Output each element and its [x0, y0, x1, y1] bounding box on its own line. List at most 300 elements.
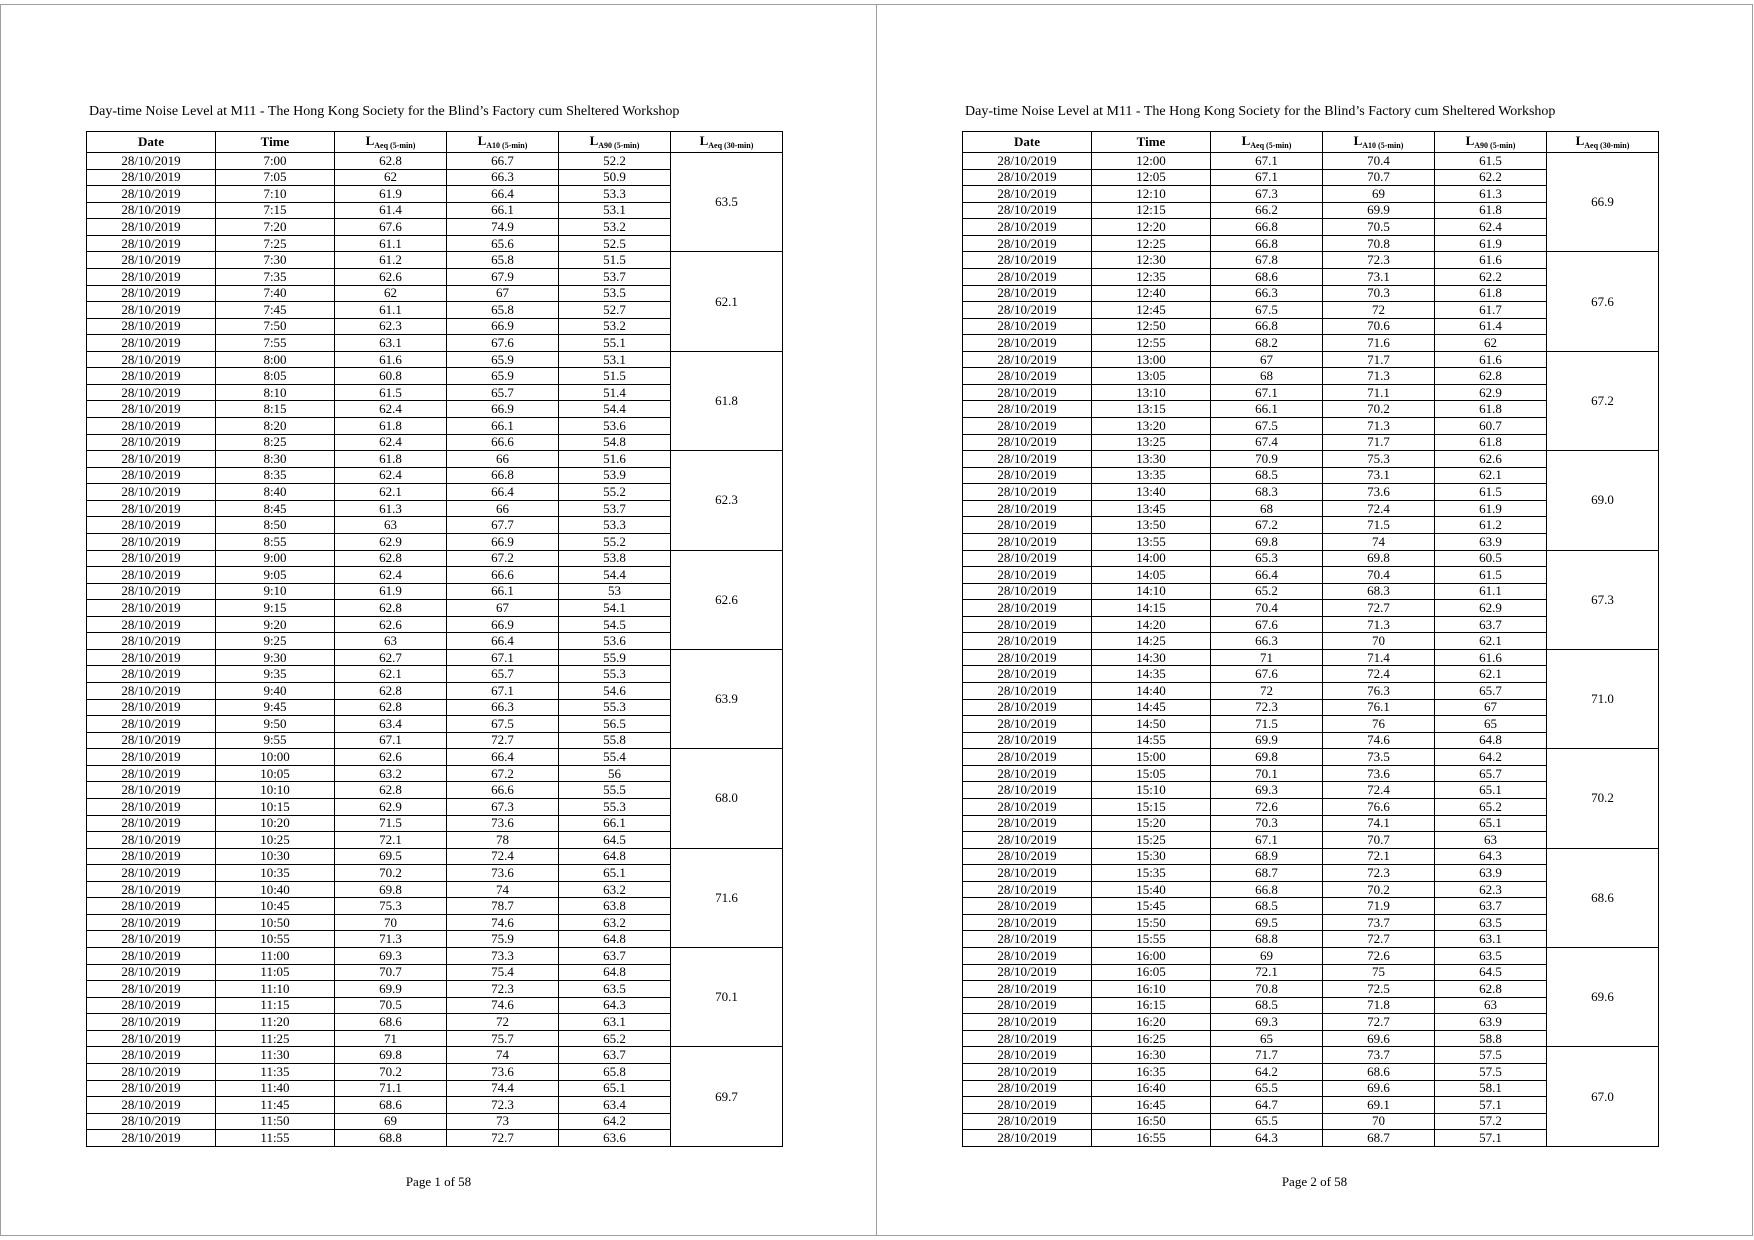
time-cell: 14:30: [1092, 649, 1211, 666]
date-cell: 28/10/2019: [87, 1113, 216, 1130]
la10-5min-cell: 70.4: [1323, 567, 1435, 584]
date-cell: 28/10/2019: [963, 318, 1092, 335]
date-cell: 28/10/2019: [87, 914, 216, 931]
date-cell: 28/10/2019: [87, 318, 216, 335]
laeq-5min-cell: 64.3: [1211, 1130, 1323, 1147]
laeq-5min-cell: 62.4: [335, 401, 447, 418]
time-cell: 13:05: [1092, 368, 1211, 385]
time-cell: 9:05: [216, 567, 335, 584]
date-cell: 28/10/2019: [87, 567, 216, 584]
time-cell: 16:25: [1092, 1030, 1211, 1047]
laeq-5min-cell: 69.9: [1211, 732, 1323, 749]
time-cell: 7:30: [216, 252, 335, 269]
laeq-5min-cell: 68: [1211, 500, 1323, 517]
time-cell: 15:10: [1092, 782, 1211, 799]
noise-level-table: [86, 131, 783, 1147]
header-laeq-30min-symbol: L: [699, 133, 709, 148]
laeq-5min-cell: 62.3: [335, 318, 447, 335]
laeq-5min-cell: 62.1: [335, 666, 447, 683]
la90-5min-cell: 62.9: [1435, 600, 1547, 617]
la90-5min-cell: 63: [1435, 997, 1547, 1014]
la90-5min-cell: 61.6: [1435, 649, 1547, 666]
date-cell: 28/10/2019: [87, 401, 216, 418]
la90-5min-cell: 64.5: [559, 832, 671, 849]
laeq-30min-cell: 67.6: [1547, 252, 1659, 351]
time-cell: 8:00: [216, 351, 335, 368]
date-cell: 28/10/2019: [87, 219, 216, 236]
la10-5min-cell: 72.1: [1323, 848, 1435, 865]
laeq-5min-cell: 69.8: [1211, 749, 1323, 766]
la90-5min-cell: 62.9: [1435, 384, 1547, 401]
time-cell: 7:40: [216, 285, 335, 302]
la90-5min-cell: 63.7: [559, 1047, 671, 1064]
la90-5min-cell: 61.1: [1435, 583, 1547, 600]
laeq-5min-cell: 66.3: [1211, 285, 1323, 302]
la10-5min-cell: 71.3: [1323, 418, 1435, 435]
table-row: [87, 1047, 783, 1064]
laeq-5min-cell: 62.8: [335, 153, 447, 170]
laeq-30min-cell: 66.9: [1547, 153, 1659, 252]
la10-5min-cell: 71.5: [1323, 517, 1435, 534]
la90-5min-cell: 57.1: [1435, 1097, 1547, 1114]
la90-5min-cell: 56: [559, 765, 671, 782]
table-body: [87, 153, 783, 1147]
la90-5min-cell: 54.4: [559, 401, 671, 418]
laeq-5min-cell: 62.4: [335, 434, 447, 451]
date-cell: 28/10/2019: [87, 848, 216, 865]
la90-5min-cell: 63.9: [1435, 533, 1547, 550]
la10-5min-cell: 72.4: [1323, 500, 1435, 517]
table-row: [87, 948, 783, 965]
header-laeq-30min-symbol: L: [1575, 133, 1585, 148]
time-cell: 13:20: [1092, 418, 1211, 435]
date-cell: 28/10/2019: [963, 451, 1092, 468]
date-cell: 28/10/2019: [963, 765, 1092, 782]
time-cell: 15:15: [1092, 798, 1211, 815]
la90-5min-cell: 64.3: [559, 997, 671, 1014]
date-cell: 28/10/2019: [87, 252, 216, 269]
time-cell: 14:15: [1092, 600, 1211, 617]
la10-5min-cell: 69.9: [1323, 202, 1435, 219]
la10-5min-cell: 66: [447, 451, 559, 468]
date-cell: 28/10/2019: [963, 981, 1092, 998]
time-cell: 9:25: [216, 633, 335, 650]
la10-5min-cell: 67.3: [447, 798, 559, 815]
laeq-5min-cell: 66.8: [1211, 219, 1323, 236]
la90-5min-cell: 64.8: [559, 964, 671, 981]
date-cell: 28/10/2019: [87, 1130, 216, 1147]
laeq-5min-cell: 65.5: [1211, 1113, 1323, 1130]
laeq-5min-cell: 66.8: [1211, 235, 1323, 252]
laeq-5min-cell: 65.5: [1211, 1080, 1323, 1097]
time-cell: 14:45: [1092, 699, 1211, 716]
time-cell: 12:25: [1092, 235, 1211, 252]
la90-5min-cell: 65.1: [1435, 782, 1547, 799]
la90-5min-cell: 63.5: [1435, 948, 1547, 965]
date-cell: 28/10/2019: [87, 649, 216, 666]
laeq-5min-cell: 62.8: [335, 782, 447, 799]
la10-5min-cell: 70: [1323, 1113, 1435, 1130]
laeq-5min-cell: 69.3: [1211, 1014, 1323, 1031]
laeq-5min-cell: 68.3: [1211, 484, 1323, 501]
laeq-30min-cell: 69.0: [1547, 451, 1659, 550]
noise-level-table: [962, 131, 1659, 1147]
la10-5min-cell: 66.6: [447, 782, 559, 799]
la90-5min-cell: 61.3: [1435, 186, 1547, 203]
header-la10-5min-symbol: L: [477, 133, 487, 148]
time-cell: 11:20: [216, 1014, 335, 1031]
la10-5min-cell: 71.3: [1323, 616, 1435, 633]
time-cell: 12:20: [1092, 219, 1211, 236]
laeq-5min-cell: 69.3: [335, 948, 447, 965]
la10-5min-cell: 67.7: [447, 517, 559, 534]
date-cell: 28/10/2019: [87, 1097, 216, 1114]
la90-5min-cell: 61.4: [1435, 318, 1547, 335]
la90-5min-cell: 55.9: [559, 649, 671, 666]
date-cell: 28/10/2019: [963, 798, 1092, 815]
time-cell: 11:15: [216, 997, 335, 1014]
date-cell: 28/10/2019: [963, 202, 1092, 219]
date-cell: 28/10/2019: [87, 964, 216, 981]
laeq-5min-cell: 68.2: [1211, 335, 1323, 352]
date-cell: 28/10/2019: [963, 1080, 1092, 1097]
table-row: [87, 451, 783, 468]
laeq-5min-cell: 68: [1211, 368, 1323, 385]
header-laeq-30min-subscript: Aeq (30-min): [708, 141, 754, 150]
date-cell: 28/10/2019: [87, 749, 216, 766]
time-cell: 13:35: [1092, 467, 1211, 484]
la10-5min-cell: 66.7: [447, 153, 559, 170]
la90-5min-cell: 67: [1435, 699, 1547, 716]
la90-5min-cell: 63.2: [559, 914, 671, 931]
laeq-5min-cell: 65: [1211, 1030, 1323, 1047]
laeq-5min-cell: 68.6: [335, 1014, 447, 1031]
date-cell: 28/10/2019: [87, 600, 216, 617]
header-la90-5min: [1435, 132, 1547, 153]
la90-5min-cell: 52.2: [559, 153, 671, 170]
date-cell: 28/10/2019: [963, 931, 1092, 948]
laeq-30min-cell: 71.6: [671, 848, 783, 947]
la10-5min-cell: 65.8: [447, 252, 559, 269]
la90-5min-cell: 63.6: [559, 1130, 671, 1147]
date-cell: 28/10/2019: [87, 1014, 216, 1031]
time-cell: 14:20: [1092, 616, 1211, 633]
time-cell: 14:10: [1092, 583, 1211, 600]
table-header-row: [87, 132, 783, 153]
time-cell: 12:15: [1092, 202, 1211, 219]
date-cell: 28/10/2019: [963, 683, 1092, 700]
date-cell: 28/10/2019: [963, 699, 1092, 716]
la10-5min-cell: 68.7: [1323, 1130, 1435, 1147]
time-cell: 16:05: [1092, 964, 1211, 981]
date-cell: 28/10/2019: [87, 583, 216, 600]
la90-5min-cell: 65.2: [559, 1030, 671, 1047]
time-cell: 9:40: [216, 683, 335, 700]
la10-5min-cell: 68.6: [1323, 1063, 1435, 1080]
la90-5min-cell: 61.2: [1435, 517, 1547, 534]
laeq-5min-cell: 70.8: [1211, 981, 1323, 998]
laeq-5min-cell: 62: [335, 285, 447, 302]
time-cell: 14:50: [1092, 716, 1211, 733]
laeq-5min-cell: 68.8: [1211, 931, 1323, 948]
la10-5min-cell: 70.7: [1323, 169, 1435, 186]
la10-5min-cell: 66.4: [447, 186, 559, 203]
la90-5min-cell: 53.8: [559, 550, 671, 567]
laeq-5min-cell: 61.2: [335, 252, 447, 269]
date-cell: 28/10/2019: [87, 467, 216, 484]
date-cell: 28/10/2019: [963, 616, 1092, 633]
page-number: Page 2 of 58: [1281, 1174, 1348, 1189]
la90-5min-cell: 62.8: [1435, 981, 1547, 998]
header-laeq-5min-subscript: Aeq (5-min): [374, 141, 416, 150]
la90-5min-cell: 53.2: [559, 219, 671, 236]
la90-5min-cell: 55.2: [559, 484, 671, 501]
la10-5min-cell: 70.7: [1323, 832, 1435, 849]
laeq-5min-cell: 75.3: [335, 898, 447, 915]
time-cell: 10:55: [216, 931, 335, 948]
la10-5min-cell: 70.2: [1323, 881, 1435, 898]
la90-5min-cell: 53.9: [559, 467, 671, 484]
laeq-5min-cell: 66.3: [1211, 633, 1323, 650]
laeq-5min-cell: 71.1: [335, 1080, 447, 1097]
laeq-5min-cell: 62: [335, 169, 447, 186]
laeq-5min-cell: 63.2: [335, 765, 447, 782]
laeq-5min-cell: 67.1: [1211, 832, 1323, 849]
time-cell: 14:40: [1092, 683, 1211, 700]
time-cell: 11:45: [216, 1097, 335, 1114]
la90-5min-cell: 63: [1435, 832, 1547, 849]
time-cell: 13:00: [1092, 351, 1211, 368]
la10-5min-cell: 67: [447, 285, 559, 302]
time-cell: 10:05: [216, 765, 335, 782]
date-cell: 28/10/2019: [87, 500, 216, 517]
laeq-5min-cell: 67.4: [1211, 434, 1323, 451]
time-cell: 8:55: [216, 533, 335, 550]
time-cell: 8:45: [216, 500, 335, 517]
time-cell: 12:55: [1092, 335, 1211, 352]
laeq-5min-cell: 65.2: [1211, 583, 1323, 600]
time-cell: 7:20: [216, 219, 335, 236]
time-cell: 7:55: [216, 335, 335, 352]
la10-5min-cell: 74.1: [1323, 815, 1435, 832]
laeq-30min-cell: 67.2: [1547, 351, 1659, 450]
la90-5min-cell: 61.5: [1435, 484, 1547, 501]
time-cell: 10:20: [216, 815, 335, 832]
time-cell: 12:50: [1092, 318, 1211, 335]
time-cell: 10:35: [216, 865, 335, 882]
la90-5min-cell: 65.1: [559, 865, 671, 882]
time-cell: 13:50: [1092, 517, 1211, 534]
table-row: [963, 948, 1659, 965]
la90-5min-cell: 53: [559, 583, 671, 600]
la90-5min-cell: 51.5: [559, 368, 671, 385]
date-cell: 28/10/2019: [963, 881, 1092, 898]
laeq-5min-cell: 68.5: [1211, 467, 1323, 484]
table-row: [963, 153, 1659, 170]
la10-5min-cell: 65.7: [447, 384, 559, 401]
time-cell: 8:35: [216, 467, 335, 484]
time-cell: 16:45: [1092, 1097, 1211, 1114]
la10-5min-cell: 72.6: [1323, 948, 1435, 965]
la10-5min-cell: 70.6: [1323, 318, 1435, 335]
header-date: Date: [963, 132, 1092, 153]
time-cell: 11:00: [216, 948, 335, 965]
la10-5min-cell: 75.3: [1323, 451, 1435, 468]
la90-5min-cell: 62.2: [1435, 268, 1547, 285]
table-row: [963, 550, 1659, 567]
laeq-5min-cell: 62.4: [335, 467, 447, 484]
time-cell: 13:15: [1092, 401, 1211, 418]
date-cell: 28/10/2019: [963, 898, 1092, 915]
la90-5min-cell: 63.9: [1435, 865, 1547, 882]
laeq-5min-cell: 70.5: [335, 997, 447, 1014]
laeq-5min-cell: 62.6: [335, 268, 447, 285]
time-cell: 8:20: [216, 418, 335, 435]
date-cell: 28/10/2019: [87, 666, 216, 683]
date-cell: 28/10/2019: [963, 219, 1092, 236]
time-cell: 15:25: [1092, 832, 1211, 849]
date-cell: 28/10/2019: [963, 401, 1092, 418]
la90-5min-cell: 54.5: [559, 616, 671, 633]
la90-5min-cell: 53.7: [559, 500, 671, 517]
time-cell: 7:10: [216, 186, 335, 203]
laeq-5min-cell: 72: [1211, 683, 1323, 700]
table-row: [87, 649, 783, 666]
time-cell: 11:30: [216, 1047, 335, 1064]
header-la10-5min: [447, 132, 559, 153]
la10-5min-cell: 72.7: [447, 1130, 559, 1147]
page-title: Day-time Noise Level at M11 - The Hong Kong Society for the Blind’s Factory cum Sheltered Workshop: [89, 104, 680, 119]
la10-5min-cell: 74.6: [447, 997, 559, 1014]
la10-5min-cell: 73: [447, 1113, 559, 1130]
date-cell: 28/10/2019: [963, 964, 1092, 981]
header-time: Time: [216, 132, 335, 153]
date-cell: 28/10/2019: [963, 235, 1092, 252]
date-cell: 28/10/2019: [963, 865, 1092, 882]
la10-5min-cell: 73.5: [1323, 749, 1435, 766]
laeq-5min-cell: 69.5: [1211, 914, 1323, 931]
time-cell: 7:50: [216, 318, 335, 335]
document-page-1: [0, 4, 877, 1236]
laeq-5min-cell: 67.5: [1211, 418, 1323, 435]
date-cell: 28/10/2019: [87, 898, 216, 915]
date-cell: 28/10/2019: [87, 368, 216, 385]
la10-5min-cell: 74.4: [447, 1080, 559, 1097]
la90-5min-cell: 61.5: [1435, 567, 1547, 584]
date-cell: 28/10/2019: [963, 533, 1092, 550]
date-cell: 28/10/2019: [87, 451, 216, 468]
date-cell: 28/10/2019: [963, 1130, 1092, 1147]
la10-5min-cell: 76.6: [1323, 798, 1435, 815]
laeq-5min-cell: 68.7: [1211, 865, 1323, 882]
la90-5min-cell: 65.2: [1435, 798, 1547, 815]
laeq-5min-cell: 62.7: [335, 649, 447, 666]
la10-5min-cell: 73.7: [1323, 1047, 1435, 1064]
date-cell: 28/10/2019: [87, 302, 216, 319]
laeq-30min-cell: 69.6: [1547, 948, 1659, 1047]
la90-5min-cell: 62.4: [1435, 219, 1547, 236]
time-cell: 7:35: [216, 268, 335, 285]
laeq-30min-cell: 70.2: [1547, 749, 1659, 848]
time-cell: 13:25: [1092, 434, 1211, 451]
la10-5min-cell: 73.6: [1323, 484, 1435, 501]
laeq-5min-cell: 66.2: [1211, 202, 1323, 219]
laeq-5min-cell: 67.1: [1211, 384, 1323, 401]
date-cell: 28/10/2019: [87, 1030, 216, 1047]
laeq-5min-cell: 61.9: [335, 583, 447, 600]
la90-5min-cell: 64.5: [1435, 964, 1547, 981]
laeq-5min-cell: 67.3: [1211, 186, 1323, 203]
laeq-5min-cell: 72.1: [335, 832, 447, 849]
la90-5min-cell: 63.7: [1435, 616, 1547, 633]
la10-5min-cell: 76.3: [1323, 683, 1435, 700]
laeq-5min-cell: 70.7: [335, 964, 447, 981]
la90-5min-cell: 64.2: [1435, 749, 1547, 766]
laeq-5min-cell: 61.3: [335, 500, 447, 517]
laeq-5min-cell: 61.8: [335, 418, 447, 435]
la10-5min-cell: 65.9: [447, 351, 559, 368]
la10-5min-cell: 72.7: [1323, 931, 1435, 948]
laeq-5min-cell: 61.1: [335, 235, 447, 252]
la90-5min-cell: 61.8: [1435, 434, 1547, 451]
la10-5min-cell: 72.3: [447, 1097, 559, 1114]
laeq-30min-cell: 67.3: [1547, 550, 1659, 649]
laeq-5min-cell: 71.7: [1211, 1047, 1323, 1064]
time-cell: 10:45: [216, 898, 335, 915]
la10-5min-cell: 72: [447, 1014, 559, 1031]
time-cell: 11:35: [216, 1063, 335, 1080]
time-cell: 11:05: [216, 964, 335, 981]
header-la90-5min-subscript: A90 (5-min): [1474, 141, 1516, 150]
la90-5min-cell: 53.3: [559, 186, 671, 203]
time-cell: 12:05: [1092, 169, 1211, 186]
laeq-5min-cell: 71.3: [335, 931, 447, 948]
la10-5min-cell: 73.7: [1323, 914, 1435, 931]
la90-5min-cell: 63.5: [1435, 914, 1547, 931]
table-row: [87, 351, 783, 368]
laeq-5min-cell: 61.4: [335, 202, 447, 219]
time-cell: 8:05: [216, 368, 335, 385]
date-cell: 28/10/2019: [963, 997, 1092, 1014]
time-cell: 13:30: [1092, 451, 1211, 468]
laeq-5min-cell: 67.6: [335, 219, 447, 236]
date-cell: 28/10/2019: [87, 798, 216, 815]
la90-5min-cell: 65.1: [1435, 815, 1547, 832]
laeq-5min-cell: 67.1: [1211, 169, 1323, 186]
la10-5min-cell: 74.9: [447, 219, 559, 236]
time-cell: 15:35: [1092, 865, 1211, 882]
la90-5min-cell: 55.5: [559, 782, 671, 799]
laeq-5min-cell: 67.1: [335, 732, 447, 749]
la90-5min-cell: 57.5: [1435, 1047, 1547, 1064]
la90-5min-cell: 61.6: [1435, 252, 1547, 269]
la10-5min-cell: 66.4: [447, 633, 559, 650]
la90-5min-cell: 57.1: [1435, 1130, 1547, 1147]
header-laeq-30min-subscript: Aeq (30-min): [1584, 141, 1630, 150]
time-cell: 16:50: [1092, 1113, 1211, 1130]
date-cell: 28/10/2019: [87, 732, 216, 749]
time-cell: 8:10: [216, 384, 335, 401]
date-cell: 28/10/2019: [963, 666, 1092, 683]
date-cell: 28/10/2019: [87, 268, 216, 285]
laeq-5min-cell: 66.4: [1211, 567, 1323, 584]
date-cell: 28/10/2019: [963, 567, 1092, 584]
laeq-5min-cell: 67.2: [1211, 517, 1323, 534]
date-cell: 28/10/2019: [963, 186, 1092, 203]
la10-5min-cell: 72.3: [447, 981, 559, 998]
la90-5min-cell: 53.6: [559, 633, 671, 650]
date-cell: 28/10/2019: [87, 550, 216, 567]
